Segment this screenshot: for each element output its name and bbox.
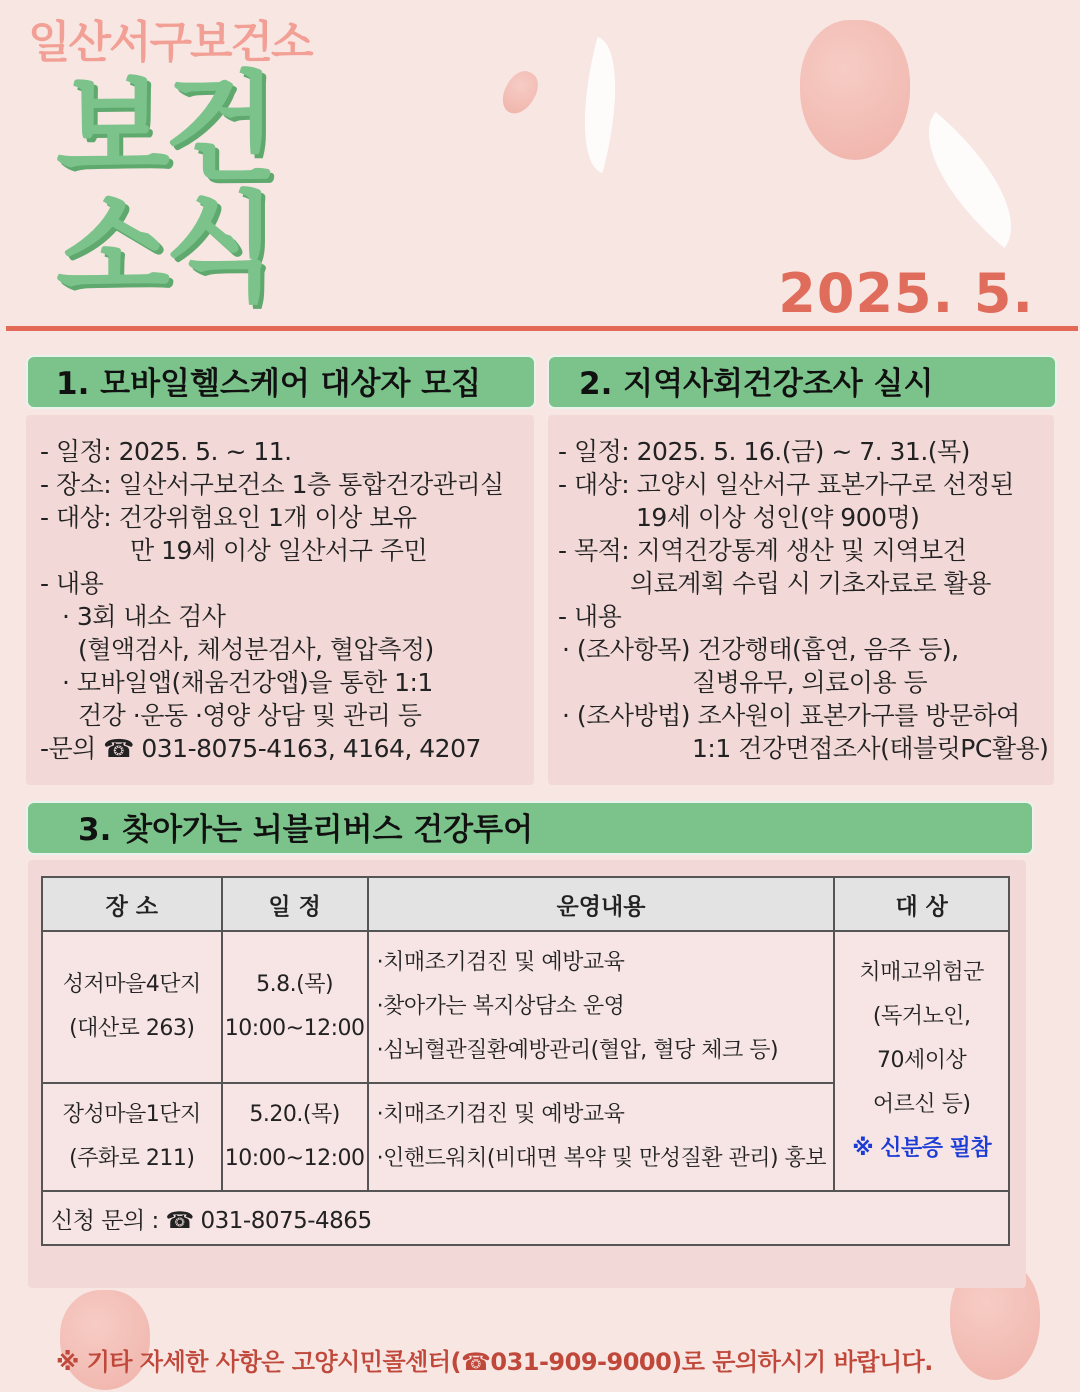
target-cell [834,931,1009,1191]
column-header: 대 상 [834,877,1009,931]
section1-line: 만 19세 이상 일산서구 주민 [130,536,428,565]
section2-header [547,355,1057,409]
content-item: ·치매조기검진 및 예방교육 [376,950,625,975]
section2-title: 2. 지역사회건강조사 실시 [579,366,934,402]
section1-header [26,355,536,409]
schedule-time: 10:00~12:00 [224,1146,365,1171]
target-line: 어르신 등) [872,1092,971,1117]
header-divider [6,326,1078,331]
section1-contact: -문의 ☎ 031-8075-4163, 4164, 4207 [40,734,481,763]
section3-title: 3. 찾아가는 뇌블리버스 건강투어 [78,812,534,848]
schedule-cell [222,1083,368,1191]
tour-schedule-table [41,876,1010,1246]
table-row [42,931,1009,1083]
section2-line: 질병유무, 의료이용 등 [692,668,928,697]
target-line: 70세이상 [877,1048,967,1073]
column-header: 일 정 [222,877,368,931]
place-address: (주화로 211) [69,1146,195,1171]
content-item: ·치매조기검진 및 예방교육 [376,1102,625,1127]
content-item: ·심뇌혈관질환예방관리(혈압, 혈당 체크 등) [376,1038,779,1063]
section2-line: 1:1 건강면접조사(태블릿PC활용) [692,734,1049,763]
contact-cell: 신청 문의 : ☎ 031-8075-4865 [42,1191,1009,1245]
footer-note: ※ 기타 자세한 사항은 고양시민콜센터(☎031-909-9000)로 문의하시기 바랍니다. [56,1348,933,1376]
section2-line: - 대상: 고양시 일산서구 표본가구로 선정된 [558,470,1014,499]
leaf-decoration [897,112,1043,248]
leaf-decoration [564,37,636,173]
table-header-row [42,877,1009,931]
column-header: 운영내용 [368,877,835,931]
place-address: (대산로 263) [69,1016,195,1041]
section1-line: (혈액검사, 체성분검사, 혈압측정) [78,635,434,664]
section2-line: - 목적: 지역건강통계 생산 및 지역보건 [558,536,967,565]
place-name: 장성마을1단지 [62,1102,201,1127]
section1-line: · 모바일앱(채움건강앱)을 통한 1:1 [62,668,433,697]
section2-line: · (조사방법) 조사원이 표본가구를 방문하여 [562,701,1020,730]
target-line: (독거노인, [872,1004,971,1029]
content-item: ·찾아가는 복지상담소 운영 [376,994,625,1019]
section2-line: 의료계획 수립 시 기초자료로 활용 [630,569,991,598]
organization-name: 일산서구보건소 [28,17,312,68]
content-cell [368,931,835,1083]
section2-line: 19세 이상 성인(약 900명) [636,503,920,532]
section1-title: 1. 모바일헬스케어 대상자 모집 [56,366,482,402]
schedule-cell [222,931,368,1083]
section3-header [26,801,1034,855]
content-cell [368,1083,835,1191]
column-header: 장 소 [42,877,222,931]
newsletter-title-line1: 보건 [56,59,272,197]
section1-line: - 일정: 2025. 5. ~ 11. [40,437,292,466]
schedule-time: 10:00~12:00 [224,1016,365,1041]
newsletter-title-line2: 소식 [56,179,272,317]
place-name: 성저마을4단지 [62,972,201,997]
section1-line: - 대상: 건강위험요인 1개 이상 보유 [40,503,417,532]
section2-line: - 내용 [558,602,622,631]
newsletter-title [56,59,306,317]
schedule-date: 5.8.(목) [256,972,334,997]
target-line: 치매고위험군 [859,960,984,985]
place-cell [42,1083,222,1191]
place-cell [42,931,222,1083]
content-item: ·인핸드워치(비대면 복약 및 만성질환 관리) 홍보 [376,1146,827,1171]
contact-row [42,1191,1009,1245]
petal-decoration [496,66,544,120]
section1-line: 건강 ·운동 ·영양 상담 및 관리 등 [78,701,422,730]
schedule-date: 5.20.(목) [249,1102,340,1127]
id-required-note: ※ 신분증 필참 [852,1136,992,1161]
section1-line: · 3회 내소 검사 [62,602,226,631]
issue-date: 2025. 5. [778,262,1034,325]
section1-line: - 장소: 일산서구보건소 1층 통합건강관리실 [40,470,504,499]
section2-line: - 일정: 2025. 5. 16.(금) ~ 7. 31.(목) [558,437,970,466]
section2-line: · (조사항목) 건강행태(흡연, 음주 등), [562,635,959,664]
section1-line: - 내용 [40,569,104,598]
tulip-decoration [800,20,910,160]
